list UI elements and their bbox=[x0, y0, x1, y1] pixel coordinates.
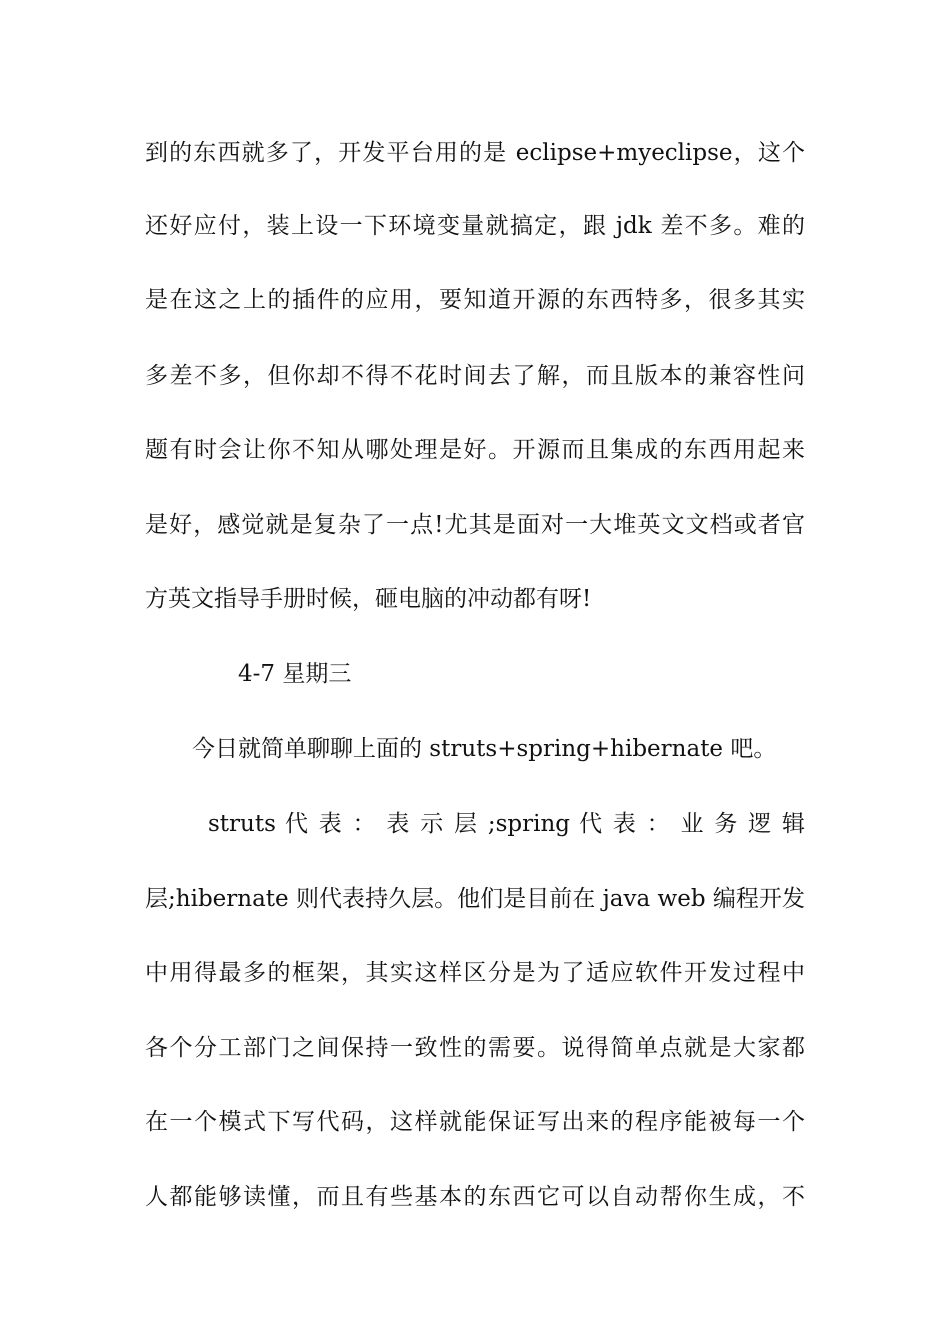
text-line-7: 方英文指导手册时候，砸电脑的冲动都有呀! bbox=[145, 586, 592, 612]
text-line-12: 中用得最多的框架，其实这样区分是为了适应软件开发过程中 bbox=[145, 960, 805, 986]
text-line-14: 在一个模式下写代码，这样就能保证写出来的程序能被每一个 bbox=[145, 1109, 805, 1135]
date-heading: 4-7 星期三 bbox=[238, 661, 352, 687]
text-line-4: 多差不多，但你却不得不花时间去了解，而且版本的兼容性问 bbox=[145, 363, 805, 389]
text-line-11: 层;hibernate 则代表持久层。他们是目前在 java web 编程开发 bbox=[145, 886, 805, 912]
text-line-6: 是好，感觉就是复杂了一点!尤其是面对一大堆英文文档或者官 bbox=[145, 512, 805, 538]
text-line-2: 还好应付，装上设一下环境变量就搞定，跟 jdk 差不多。难的 bbox=[145, 213, 805, 239]
text-line-15: 人都能够读懂，而且有些基本的东西它可以自动帮你生成，不 bbox=[145, 1184, 805, 1210]
text-line-3: 是在这之上的插件的应用，要知道开源的东西特多，很多其实 bbox=[145, 287, 805, 313]
text-line-9: 今日就简单聊聊上面的 struts+spring+hibernate 吧。 bbox=[192, 736, 777, 762]
text-line-1: 到的东西就多了，开发平台用的是 eclipse+myeclipse，这个 bbox=[145, 140, 805, 166]
text-line-5: 题有时会让你不知从哪处理是好。开源而且集成的东西用起来 bbox=[145, 437, 805, 463]
text-line-10: struts 代 表 ： 表 示 层 ;spring 代 表 ： 业 务 逻 辑 bbox=[208, 811, 805, 837]
text-line-13: 各个分工部门之间保持一致性的需要。说得简单点就是大家都 bbox=[145, 1035, 805, 1061]
